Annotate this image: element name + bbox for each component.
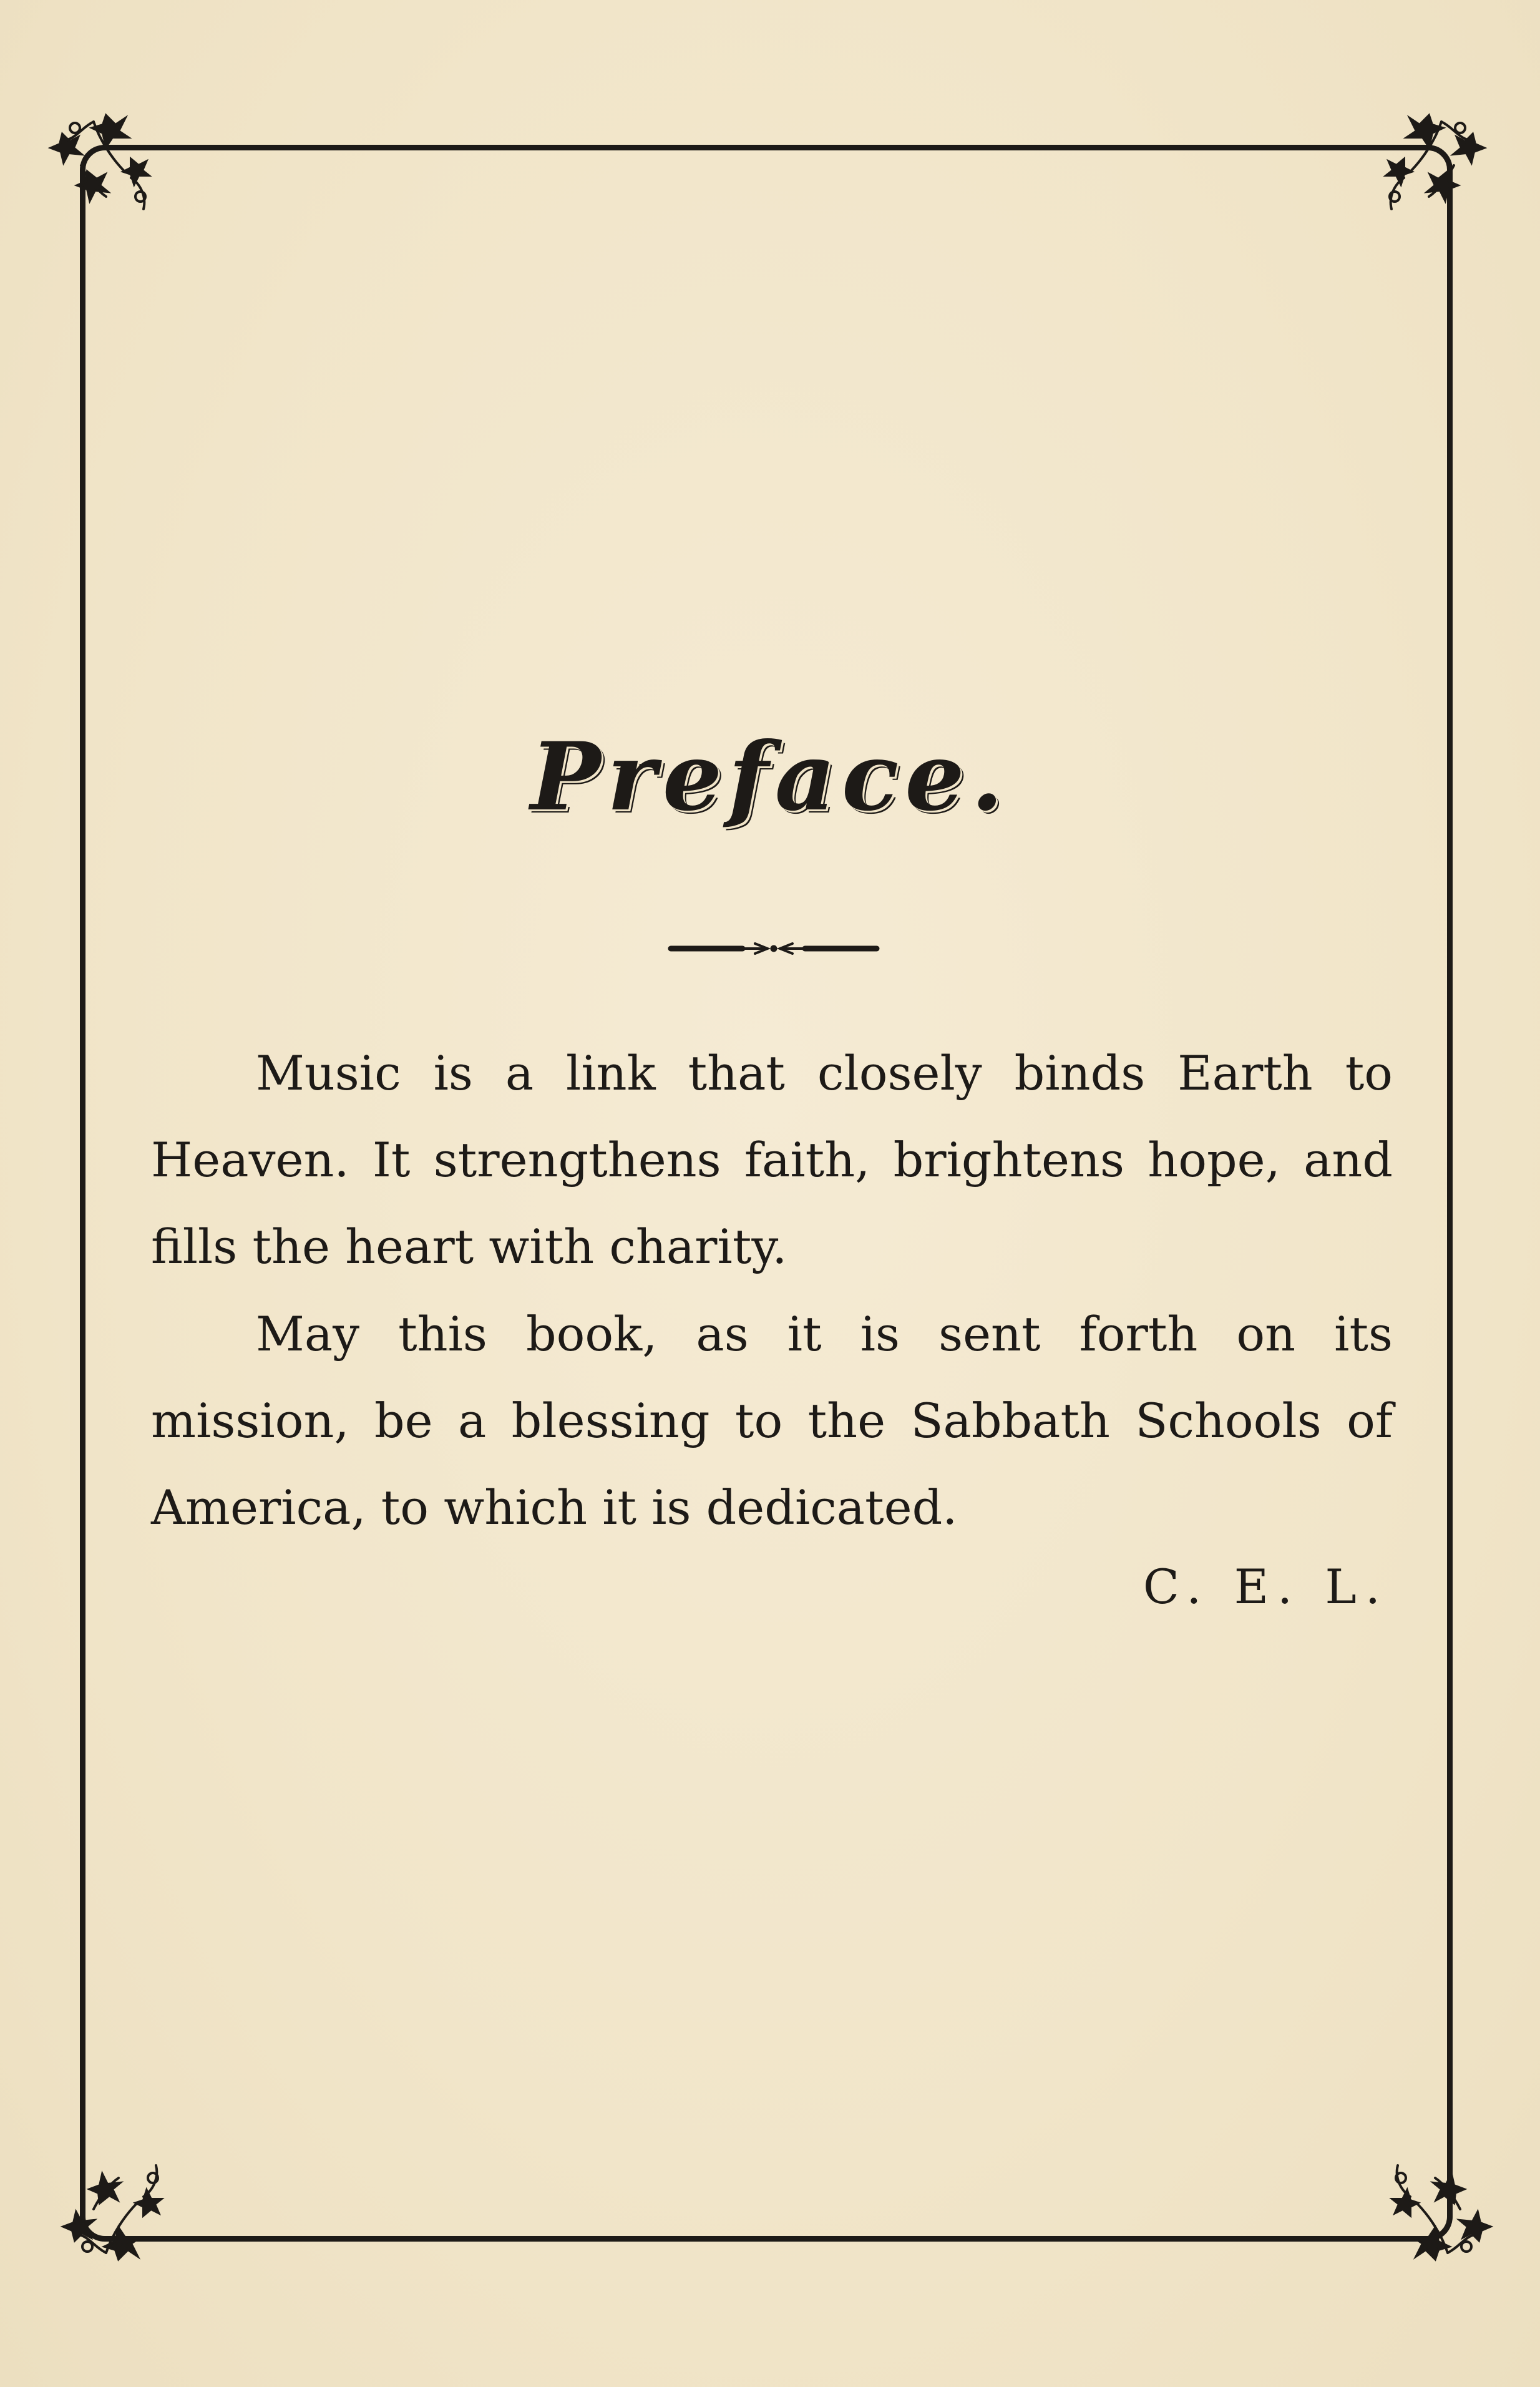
flourish-divider-icon (668, 930, 880, 967)
preface-paragraph-2 (151, 1291, 1393, 1551)
ivy-corner-ornament-icon (37, 103, 162, 228)
ivy-corner-ornament-icon (1379, 2147, 1504, 2272)
paragraph-text: Music is a link that closely binds Earth to Heaven. It strengthens faith, brightens hope, and fills the heart with charity. (151, 1045, 1393, 1274)
paragraph-text: May this book, as it is sent forth on its mission, be a blessing to the Sabbath Schools of America, to which it is dedicated. (151, 1306, 1393, 1535)
ivy-corner-ornament-icon (50, 2147, 175, 2272)
page-title: Preface. (530, 722, 1010, 832)
preface-paragraph-1 (151, 1030, 1393, 1290)
author-signature: C. E. L. (1143, 1559, 1389, 1614)
ivy-corner-ornament-icon (1373, 103, 1498, 228)
